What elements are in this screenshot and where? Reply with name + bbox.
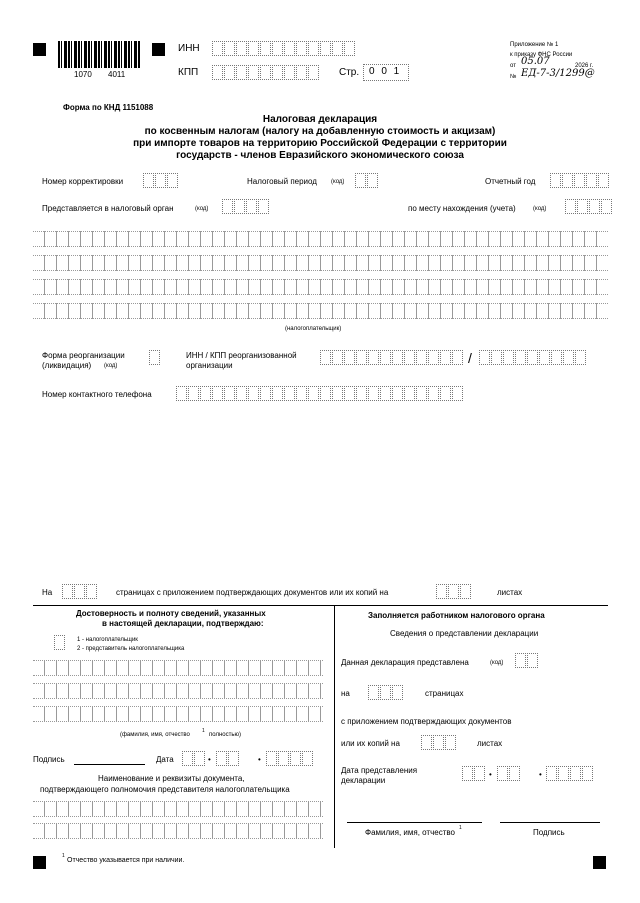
submitted-label: Данная декларация представлена xyxy=(341,658,469,667)
fio-caption: (фамилия, имя, отчество xyxy=(120,732,190,738)
signature-line[interactable] xyxy=(74,764,145,765)
footnote-sup: 1 xyxy=(62,853,65,859)
right-fio-label: Фамилия, имя, отчество xyxy=(365,828,455,837)
year-label: 2026 г. xyxy=(575,63,594,69)
tax-authority-code: (код) xyxy=(195,206,209,212)
handwritten-number: ЕД-7-3/1299@ xyxy=(521,68,595,79)
phone-input[interactable] xyxy=(176,386,464,401)
reorg-form-code: (код) xyxy=(104,363,118,369)
with-docs-label: с приложением подтверждающих документов xyxy=(341,717,512,726)
reorg-inn-input[interactable] xyxy=(320,350,464,365)
title-line4: государств - членов Евразийского экономического союза xyxy=(176,150,464,161)
doc-row-2[interactable] xyxy=(33,823,323,839)
handwritten-date: 05.07 xyxy=(521,56,550,67)
right-pages-label: страницах xyxy=(425,689,464,698)
sheets-count-input[interactable] xyxy=(436,584,472,599)
reorg-kpp-input[interactable] xyxy=(479,350,587,365)
submission-day-input[interactable] xyxy=(462,766,486,781)
reorg-form-label-2: (ликвидация) xyxy=(42,361,92,370)
signer-option-1: 1 - налогоплательщик xyxy=(77,637,138,643)
tax-period-code: (код) xyxy=(331,179,345,185)
reorg-form-input[interactable] xyxy=(149,350,161,365)
right-sheets-input[interactable] xyxy=(421,735,457,750)
submission-dot-2: • xyxy=(539,770,542,779)
reorg-inn-label-2: организации xyxy=(186,361,233,370)
taxpayer-name-row-1[interactable] xyxy=(33,231,608,247)
submission-date-label-1: Дата представления xyxy=(341,766,418,775)
number-label: № xyxy=(510,74,517,80)
page-number-box xyxy=(363,64,409,81)
left-heading-2: в настоящей декларации, подтверждаю: xyxy=(102,619,264,628)
date-dot-1: • xyxy=(208,755,211,764)
correction-input[interactable] xyxy=(143,173,179,188)
sheets-label: листах xyxy=(497,588,523,597)
or-copies-label: или их копий на xyxy=(341,739,400,748)
pages-count-input[interactable] xyxy=(62,584,98,599)
signer-option-2: 2 - представитель налогоплательщика xyxy=(77,646,185,652)
location-input[interactable] xyxy=(565,199,613,214)
date-label: Дата xyxy=(156,755,174,764)
right-heading: Заполняется работником налогового органа xyxy=(368,611,545,620)
submission-date-label-2: декларации xyxy=(341,776,386,785)
appendix-label: Приложение № 1 xyxy=(510,42,559,48)
right-fio-sup: 1 xyxy=(459,825,462,831)
corner-marker-top-left xyxy=(33,43,46,56)
right-sign-line[interactable] xyxy=(500,822,600,823)
kpp-input[interactable] xyxy=(212,65,320,80)
form-code: Форма по КНД 1151088 xyxy=(63,103,154,112)
title-line2: по косвенным налогам (налогу на добавленную стоимость и акцизам) xyxy=(144,126,496,137)
tax-period-label: Налоговый период xyxy=(247,177,317,186)
footnote-text: Отчество указывается при наличии. xyxy=(67,857,185,864)
title-line1: Налоговая декларация xyxy=(262,114,378,125)
section-divider xyxy=(334,605,335,848)
report-year-input[interactable] xyxy=(550,173,610,188)
fio-caption-sup: 1 xyxy=(202,728,205,734)
tax-authority-input[interactable] xyxy=(222,199,270,214)
phone-label: Номер контактного телефона xyxy=(42,390,152,399)
barcode xyxy=(58,41,140,68)
taxpayer-name-row-2[interactable] xyxy=(33,255,608,271)
submitted-code: (код) xyxy=(490,660,504,666)
corner-marker-bottom-left xyxy=(33,856,46,869)
left-heading-1: Достоверность и полноту сведений, указанных xyxy=(76,609,266,618)
signer-type-input[interactable] xyxy=(54,635,66,650)
tax-period-input[interactable] xyxy=(355,173,379,188)
fio-row-3[interactable] xyxy=(33,706,323,722)
right-info: Сведения о представлении декларации xyxy=(390,629,539,638)
inn-input[interactable] xyxy=(212,41,356,56)
fio-row-2[interactable] xyxy=(33,683,323,699)
reorg-form-label-1: Форма реорганизации xyxy=(42,351,125,360)
tax-authority-label: Представляется в налоговый орган xyxy=(42,204,174,213)
signature-label: Подпись xyxy=(33,755,65,764)
right-fio-line[interactable] xyxy=(347,822,482,823)
fio-row-1[interactable] xyxy=(33,660,323,676)
date-day-input[interactable] xyxy=(182,751,206,766)
report-year-label: Отчетный год xyxy=(485,177,536,186)
date-dot-2: • xyxy=(258,755,261,764)
correction-label: Номер корректировки xyxy=(42,177,124,186)
on-label: на xyxy=(341,689,350,698)
pages-text: страницах с приложением подтверждающих документов или их копий на xyxy=(116,588,389,597)
location-code: (код) xyxy=(533,206,547,212)
page-label: Стр. xyxy=(339,67,360,78)
location-label: по месту нахождения (учета) xyxy=(408,204,516,213)
order-label: к приказу ФНС России xyxy=(510,52,573,58)
right-sheets-label: листах xyxy=(477,739,503,748)
inn-label: ИНН xyxy=(178,43,200,54)
taxpayer-caption: (налогоплательщик) xyxy=(285,326,342,332)
kpp-label: КПП xyxy=(178,67,199,78)
reorg-slash: / xyxy=(468,350,472,366)
submitted-input[interactable] xyxy=(515,653,539,668)
page-number-value: 0 0 1 xyxy=(369,66,402,77)
right-pages-input[interactable] xyxy=(368,685,404,700)
section-top-line xyxy=(33,605,608,606)
reorg-inn-label-1: ИНН / КПП реорганизованной xyxy=(186,351,297,360)
doc-label-2: подтверждающего полномочия представителя налогоплательщика xyxy=(40,785,290,794)
doc-label-1: Наименование и реквизиты документа, xyxy=(98,774,245,783)
date-month-input[interactable] xyxy=(216,751,240,766)
corner-marker-top-right xyxy=(152,43,165,56)
date-year-input[interactable] xyxy=(266,751,314,766)
taxpayer-name-row-4[interactable] xyxy=(33,303,608,319)
from-label: от xyxy=(510,63,516,69)
barcode-number: 1070 4011 xyxy=(74,70,126,79)
submission-dot-1: • xyxy=(489,770,492,779)
fio-caption-end: полностью) xyxy=(209,732,241,738)
submission-month-input[interactable] xyxy=(497,766,521,781)
title-line3: при импорте товаров на территорию Российской Федерации с территории xyxy=(133,138,507,149)
corner-marker-bottom-right xyxy=(593,856,606,869)
taxpayer-name-row-3[interactable] xyxy=(33,279,608,295)
right-sign-label: Подпись xyxy=(533,828,565,837)
submission-year-input[interactable] xyxy=(546,766,594,781)
pages-on-label: На xyxy=(42,588,53,597)
doc-row-1[interactable] xyxy=(33,801,323,817)
